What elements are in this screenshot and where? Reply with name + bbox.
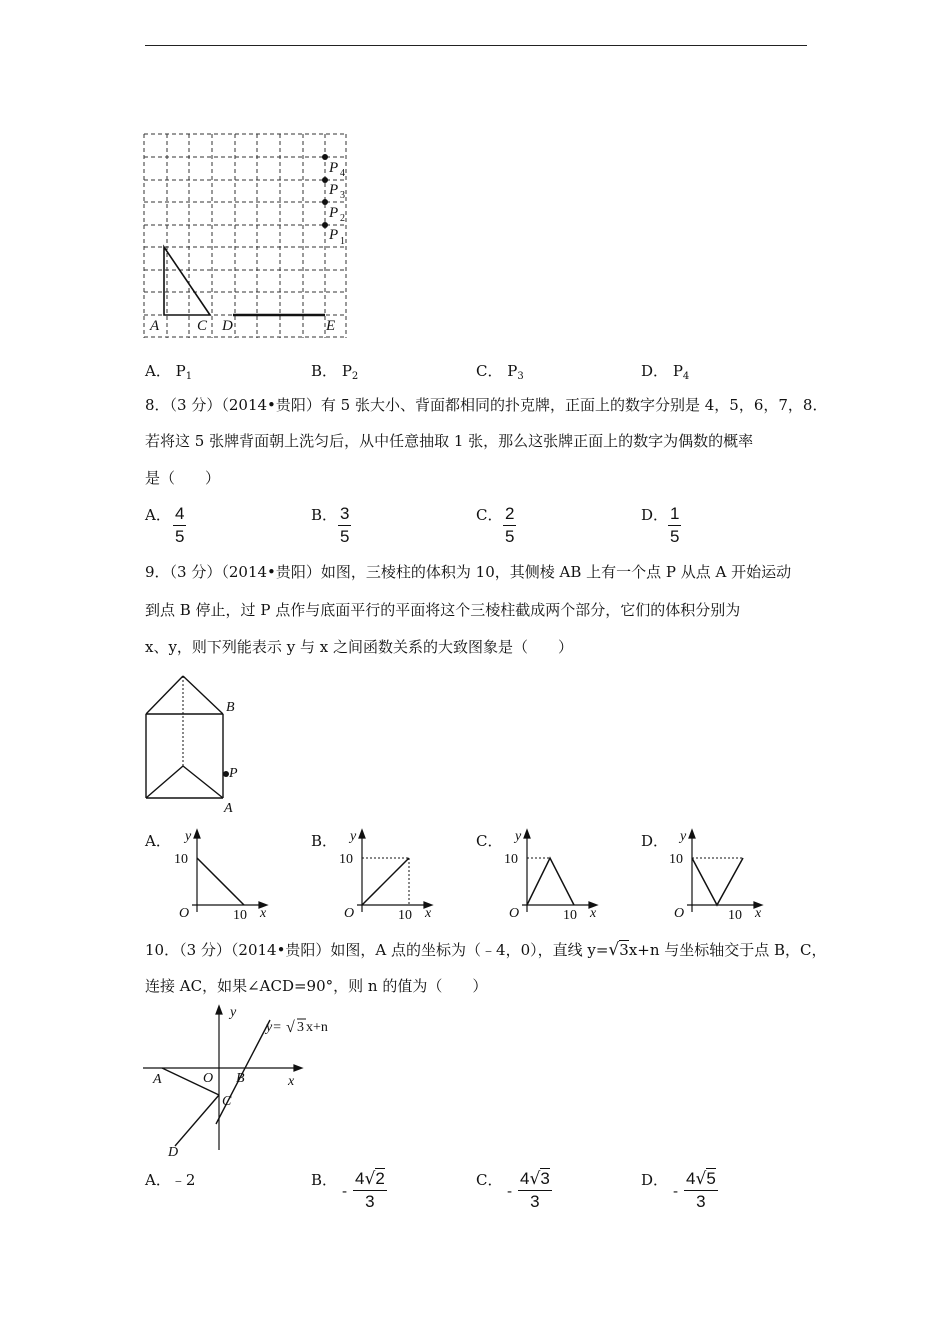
q10-option-d-fraction[interactable]: 4√5 3 xyxy=(686,1169,716,1211)
svg-text:x: x xyxy=(425,906,432,921)
q10-option-d-neg: - xyxy=(673,1182,679,1200)
q9-label-a: A xyxy=(224,801,233,816)
svg-text:10: 10 xyxy=(728,908,742,923)
q7-option-a[interactable]: A． $P_1$ xyxy=(145,362,193,382)
q10-option-b-letter[interactable]: B． xyxy=(311,1171,338,1189)
q10-option-d-letter[interactable]: D． xyxy=(641,1171,669,1189)
q9-option-a-letter[interactable]: A． xyxy=(145,832,171,850)
q8-option-b-letter[interactable]: B． xyxy=(311,506,338,524)
q9-graph-d[interactable] xyxy=(665,826,770,924)
q7-triangle-abc xyxy=(164,247,210,315)
q7-grid-figure xyxy=(140,128,355,338)
q10-figure xyxy=(140,1000,350,1162)
svg-text:10: 10 xyxy=(563,908,577,923)
svg-text:O: O xyxy=(509,906,520,921)
header-rule xyxy=(145,45,807,46)
q9-graph-b[interactable] xyxy=(335,826,440,924)
q10-option-c-letter[interactable]: C． xyxy=(476,1171,503,1189)
q7-point-p3 xyxy=(322,177,328,183)
q7-label-p4-sub: 4 xyxy=(340,168,345,179)
q9-prism-figure xyxy=(138,668,248,818)
q9-text-line-3: x、y，则下列能表示 y 与 x 之间函数关系的大致图象是（ ） xyxy=(145,638,573,656)
q10-text-line-2: 连接 AC，如果∠ACD=90°，则 n 的值为（ ） xyxy=(145,977,488,995)
q7-option-c[interactable]: C． $P_3$ xyxy=(476,362,524,382)
svg-text:y: y xyxy=(515,829,522,844)
q7-option-b[interactable]: B． $P_2$ xyxy=(311,362,359,382)
svg-text:10: 10 xyxy=(398,908,412,923)
svg-text:10: 10 xyxy=(233,908,247,923)
q9-option-b-letter[interactable]: B． xyxy=(311,832,338,850)
q10-line-cd xyxy=(175,1095,219,1146)
q7-point-p1 xyxy=(322,222,328,228)
q10-option-b-fraction[interactable]: 4√2 3 xyxy=(355,1169,385,1211)
svg-text:C: C xyxy=(222,1094,232,1109)
q7-label-p2: P xyxy=(329,205,339,221)
q7-label-p1: P xyxy=(329,227,339,243)
q10-option-b-neg: - xyxy=(342,1182,348,1200)
q8-text-line-2: 若将这 5 张牌背面朝上洗匀后，从中任意抽取 1 张，那么这张牌正面上的数字为偶数的概率 xyxy=(145,432,754,450)
q9-text-line-2: 到点 B 停止，过 P 点作与底面平行的平面将这个三棱柱截成两个部分，它们的体积分别为 xyxy=(145,601,741,619)
svg-text:√: √ xyxy=(286,1019,295,1036)
q9-option-c-letter[interactable]: C． xyxy=(476,832,503,850)
q10-eq-label: y= xyxy=(266,1020,282,1035)
q9-graph-d-line xyxy=(692,858,743,905)
svg-text:10: 10 xyxy=(504,852,518,867)
q8-option-a-fraction[interactable]: 4 5 xyxy=(175,504,185,546)
svg-text:y: y xyxy=(350,829,357,844)
svg-text:x: x xyxy=(260,906,267,921)
q10-option-a[interactable]: A．﹣2 xyxy=(145,1171,196,1189)
q9-label-p: P xyxy=(229,766,238,781)
q7-label-p3: P xyxy=(329,182,339,198)
svg-text:B: B xyxy=(236,1071,245,1086)
svg-text:D: D xyxy=(168,1145,179,1160)
q7-label-p1-sub: 1 xyxy=(340,236,345,247)
q10-text-line-1: 10．（3 分）（2014•贵阳）如图，A 点的坐标为（﹣4，0），直线 y=√3x+n 与坐标轴交于点 B，C， xyxy=(145,940,827,960)
q8-text-line-1: 8．（3 分）（2014•贵阳）有 5 张大小、背面都相同的扑克牌，正面上的数字分别是 4，5，6，7，8． xyxy=(145,396,828,414)
svg-text:3: 3 xyxy=(297,1020,304,1035)
svg-text:10: 10 xyxy=(669,852,683,867)
q9-option-d-letter[interactable]: D． xyxy=(641,832,669,850)
svg-text:y: y xyxy=(680,829,687,844)
q7-label-p2-sub: 2 xyxy=(340,213,345,224)
svg-text:O: O xyxy=(179,906,190,921)
q9-text-line-1: 9．（3 分）（2014•贵阳）如图，三棱柱的体积为 10，其侧棱 AB 上有一个点 P 从点 A 开始运动 xyxy=(145,563,792,581)
q7-grid-lines xyxy=(144,134,346,338)
svg-text:x: x xyxy=(288,1074,295,1089)
svg-text:A: A xyxy=(153,1072,162,1087)
q9-graph-a-line xyxy=(197,858,244,905)
q8-text-line-3: 是（ ） xyxy=(145,469,221,487)
svg-text:10: 10 xyxy=(339,852,353,867)
svg-text:y: y xyxy=(230,1005,237,1020)
q9-graph-a[interactable] xyxy=(170,826,275,924)
svg-text:O: O xyxy=(344,906,355,921)
q7-label-d: D xyxy=(222,318,233,334)
q8-option-b-fraction[interactable]: 3 5 xyxy=(340,504,350,546)
q7-option-d[interactable]: D． $P_4$ xyxy=(641,362,690,382)
q8-option-c-letter[interactable]: C． xyxy=(476,506,503,524)
q9-graph-c-line xyxy=(527,858,574,905)
svg-text:y: y xyxy=(185,829,192,844)
q7-label-c: C xyxy=(197,318,208,334)
q7-label-a: A xyxy=(150,318,160,334)
q7-point-p4 xyxy=(322,154,328,160)
svg-text:x: x xyxy=(590,906,597,921)
q10-option-c-neg: - xyxy=(507,1182,513,1200)
q7-label-p4: P xyxy=(329,160,339,176)
q8-option-d-fraction[interactable]: 1 5 xyxy=(670,504,680,546)
q9-graph-c[interactable] xyxy=(500,826,605,924)
svg-text:10: 10 xyxy=(174,852,188,867)
q7-point-p2 xyxy=(322,199,328,205)
svg-text:x: x xyxy=(755,906,762,921)
q7-label-e: E xyxy=(326,318,336,334)
svg-text:O: O xyxy=(674,906,685,921)
q8-option-c-fraction[interactable]: 2 5 xyxy=(505,504,515,546)
q10-option-c-fraction[interactable]: 4√3 3 xyxy=(520,1169,550,1211)
q9-graph-b-line xyxy=(362,858,409,905)
svg-text:O: O xyxy=(203,1071,214,1086)
q8-option-a-letter[interactable]: A． xyxy=(145,506,171,524)
q8-option-d-letter[interactable]: D． xyxy=(641,506,669,524)
svg-text:x+n: x+n xyxy=(306,1020,328,1035)
q9-label-b: B xyxy=(226,700,235,715)
q7-label-p3-sub: 3 xyxy=(340,190,345,201)
